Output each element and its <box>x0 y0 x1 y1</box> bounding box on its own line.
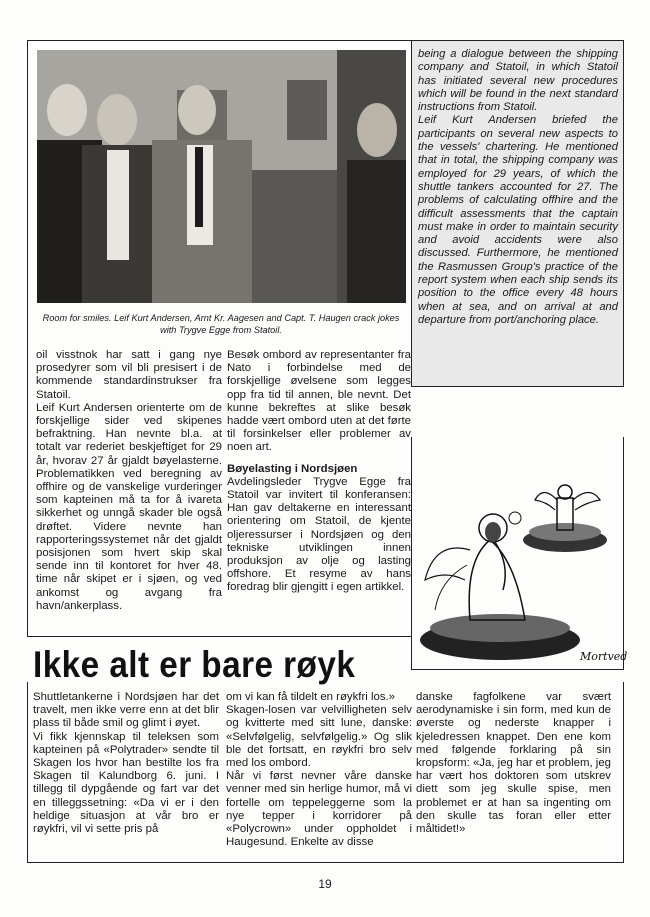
article-subheading: Bøyelasting i Nordsjøen <box>227 462 358 475</box>
feature-paragraph: Skagen-losen var velvilligheten selv og kvitterte med sitt lune, danske: «Selvfølgelig, selvfølgelig.» Og slik ble det fortsatt, en røykfri bro selv med los ombord. <box>226 704 412 770</box>
feature-column-3 <box>416 691 611 836</box>
angel-cartoon <box>415 470 628 665</box>
article-paragraph: Besøk ombord av representanter fra Nato i forbindelse med de forskjellige øvelsene som legges opp fra tid til annen, ble nevnt. Det kunne bekreftes at slike besøk hadde vært ombord uten at det førte til forsinkelser eller problemer av noen art. <box>227 349 411 454</box>
feature-paragraph: Når vi først nevner våre danske venner med sin herlige humor, må vi fortelle om teppeleggerne som la nye tepper i korridorer på «Polycrown» under oppholdet i Haugesund. Enkelte av disse <box>226 770 412 849</box>
feature-column-1 <box>33 691 219 836</box>
cartoon-signature: Mortved <box>580 650 628 663</box>
article-paragraph: Avdelingsleder Trygve Egge fra Statoil var invitert til konferansen: Han gav deltakerne en interessant orientering om Statoil, de kjente oljeressurser i Nordsjøen og den tekniske utviklingen innen produksjon av olje og lasting offshore. Et resyme av hans foredrag blir gjengitt i egen artikkel. <box>227 475 411 594</box>
feature-paragraph: Vi fikk kjennskap til teleksen som kapteinen på «Polytrader» sendte til Skagen los hvor han bestilte los fra Skagen til Kalundborg 6. juni. I tillegg til dypgående og fart var det en tilleggssetning: «Da vi er i den heldige situasjon at vår bro er røykfri, vil vi sette pris på <box>33 730 219 836</box>
summary-paragraph: Leif Kurt Andersen briefed the participants on several new aspects to the vessels' chartering. He mentioned that in total, the shipping company was employed for 29 years, of which the shuttle tankers accounted for 27. The problems of calculating offhire and the difficult assessments that the captain must make in order to maintain security and avoid accidents were also discussed. Furthermore, he mentioned the Rasmussen Group's practice of the report system when each ship sends its position to the office every 48 hours when at sea, and on arrival at and departure from port/anchoring place. <box>418 114 618 326</box>
summary-paragraph: being a dialogue between the shipping company and Statoil, in which Statoil has initiated several new procedures which will be found in the next standard instructions from Statoil. <box>418 48 618 114</box>
feature-headline: Ikke alt er bare røyk <box>33 644 356 685</box>
feature-paragraph: om vi kan få tildelt en røykfri los.» <box>226 691 396 703</box>
feature-paragraph: danske fagfolkene var svært aerodynamiske i sin form, med kun de øverste og nederste knapper i kjeledressen knappet. Den ene kom med følgende forklaring på sin kropsform: «Ja, jeg har et problem, jeg har vært hos doktoren som utskrev diett som jeg skulle spise, men problemet er at han sa ingenting om den skulle tas foran eller etter måltidet!» <box>416 691 611 836</box>
article-paragraph: Leif Kurt Andersen orienterte om de forskjellige sider ved skipenes befraktning. Han nevnte bl.a. at totalt var rederiet beskjeftiget for 29 år, hvorav 27 år gjaldt bøyelasterne. Problematikken ved beregning av offhire og de vanskelige vurderinger som kapteinen må ta for å ivareta sikkerhet og unngå skader ble også drøftet. Videre nevnte han rapporteringssystemet når det gjaldt posisjonen som hvert skip skal sende inn til kontoret for hver 48. time når skipet er i sjøen, og ved ankomst og avgang fra havn/ankerplass. <box>36 401 222 612</box>
feature-column-2 <box>226 691 412 849</box>
article-column-1 <box>36 349 222 613</box>
page-number: 19 <box>318 877 332 891</box>
feature-paragraph: Shuttletankerne i Nordsjøen har det travelt, men ikke verre enn at det blir plass til både smil og glimt i øyet. <box>33 691 219 730</box>
article-column-2 <box>227 349 411 595</box>
english-summary-text <box>418 48 618 327</box>
group-photo <box>37 50 406 303</box>
article-paragraph: oil visstnok har satt i gang nye prosedyrer som vil bli presisert i de kommende standardinstrukser fra Statoil. <box>36 349 222 401</box>
photo-caption: Room for smiles. Leif Kurt Andersen, Arnt Kr. Aagesen and Capt. T. Haugen crack jokes with Trygve Egge from Statoil. <box>42 313 400 335</box>
